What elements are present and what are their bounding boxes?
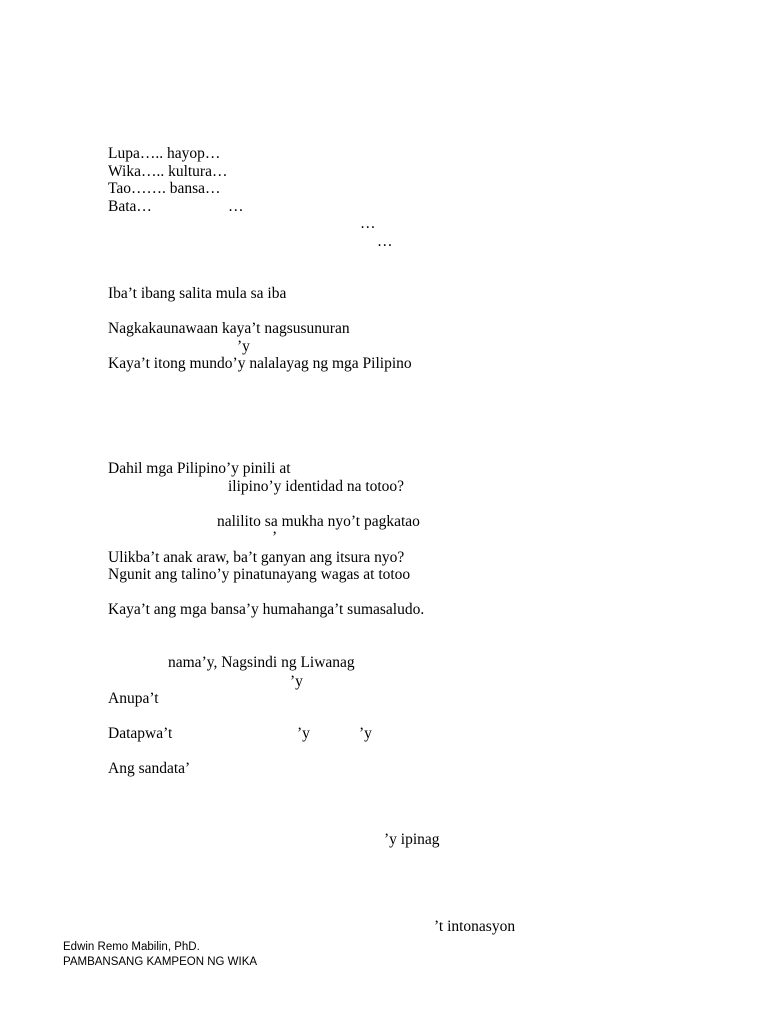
text-line: Iba’t ibang salita mula sa iba bbox=[108, 285, 287, 302]
text-line: Ulikba’t anak araw, ba’t ganyan ang itsura nyo? bbox=[108, 549, 405, 566]
text-line: Anupa’t bbox=[108, 690, 159, 707]
text-line: Kaya’t ang mga bansa’y humahanga’t sumasaludo. bbox=[108, 601, 425, 618]
text-line: ’ bbox=[272, 529, 278, 546]
footer-title: PAMBANSANG KAMPEON NG WIKA bbox=[63, 956, 258, 968]
text-line: ’y bbox=[237, 338, 250, 355]
text-line: … bbox=[377, 233, 393, 250]
text-line: Kaya’t itong mundo’y nalalayag ng mga Pilipino bbox=[108, 355, 412, 372]
text-line: nalilito sa mukha nyo’t pagkatao bbox=[217, 513, 420, 530]
text-line: Bata… bbox=[108, 198, 152, 215]
text-line: nama’y, Nagsindi ng Liwanag bbox=[168, 654, 355, 671]
text-line: Tao……. bansa… bbox=[108, 180, 221, 197]
text-line: ’y ipinag bbox=[384, 831, 440, 848]
text-line: Lupa….. hayop… bbox=[108, 145, 221, 162]
text-line: … bbox=[360, 215, 376, 232]
text-line: Wika….. kultura… bbox=[108, 163, 228, 180]
text-line: ’t intonasyon bbox=[434, 918, 516, 935]
text-line: Ngunit ang talino’y pinatunayang wagas at totoo bbox=[108, 566, 411, 583]
text-line: ilipino’y identidad na totoo? bbox=[228, 478, 405, 495]
footer-author: Edwin Remo Mabilin, PhD. bbox=[63, 941, 200, 953]
text-line: Nagkakaunawaan kaya’t nagsusunuran bbox=[108, 320, 350, 337]
text-line: ’y bbox=[297, 725, 310, 742]
text-line: ’y bbox=[359, 725, 372, 742]
text-line: Ang sandata’ bbox=[108, 760, 191, 777]
text-line: Datapwa’t bbox=[108, 725, 173, 742]
text-line: ’y bbox=[290, 673, 303, 690]
text-line: … bbox=[228, 198, 244, 215]
text-line: Dahil mga Pilipino’y pinili at bbox=[108, 460, 291, 477]
